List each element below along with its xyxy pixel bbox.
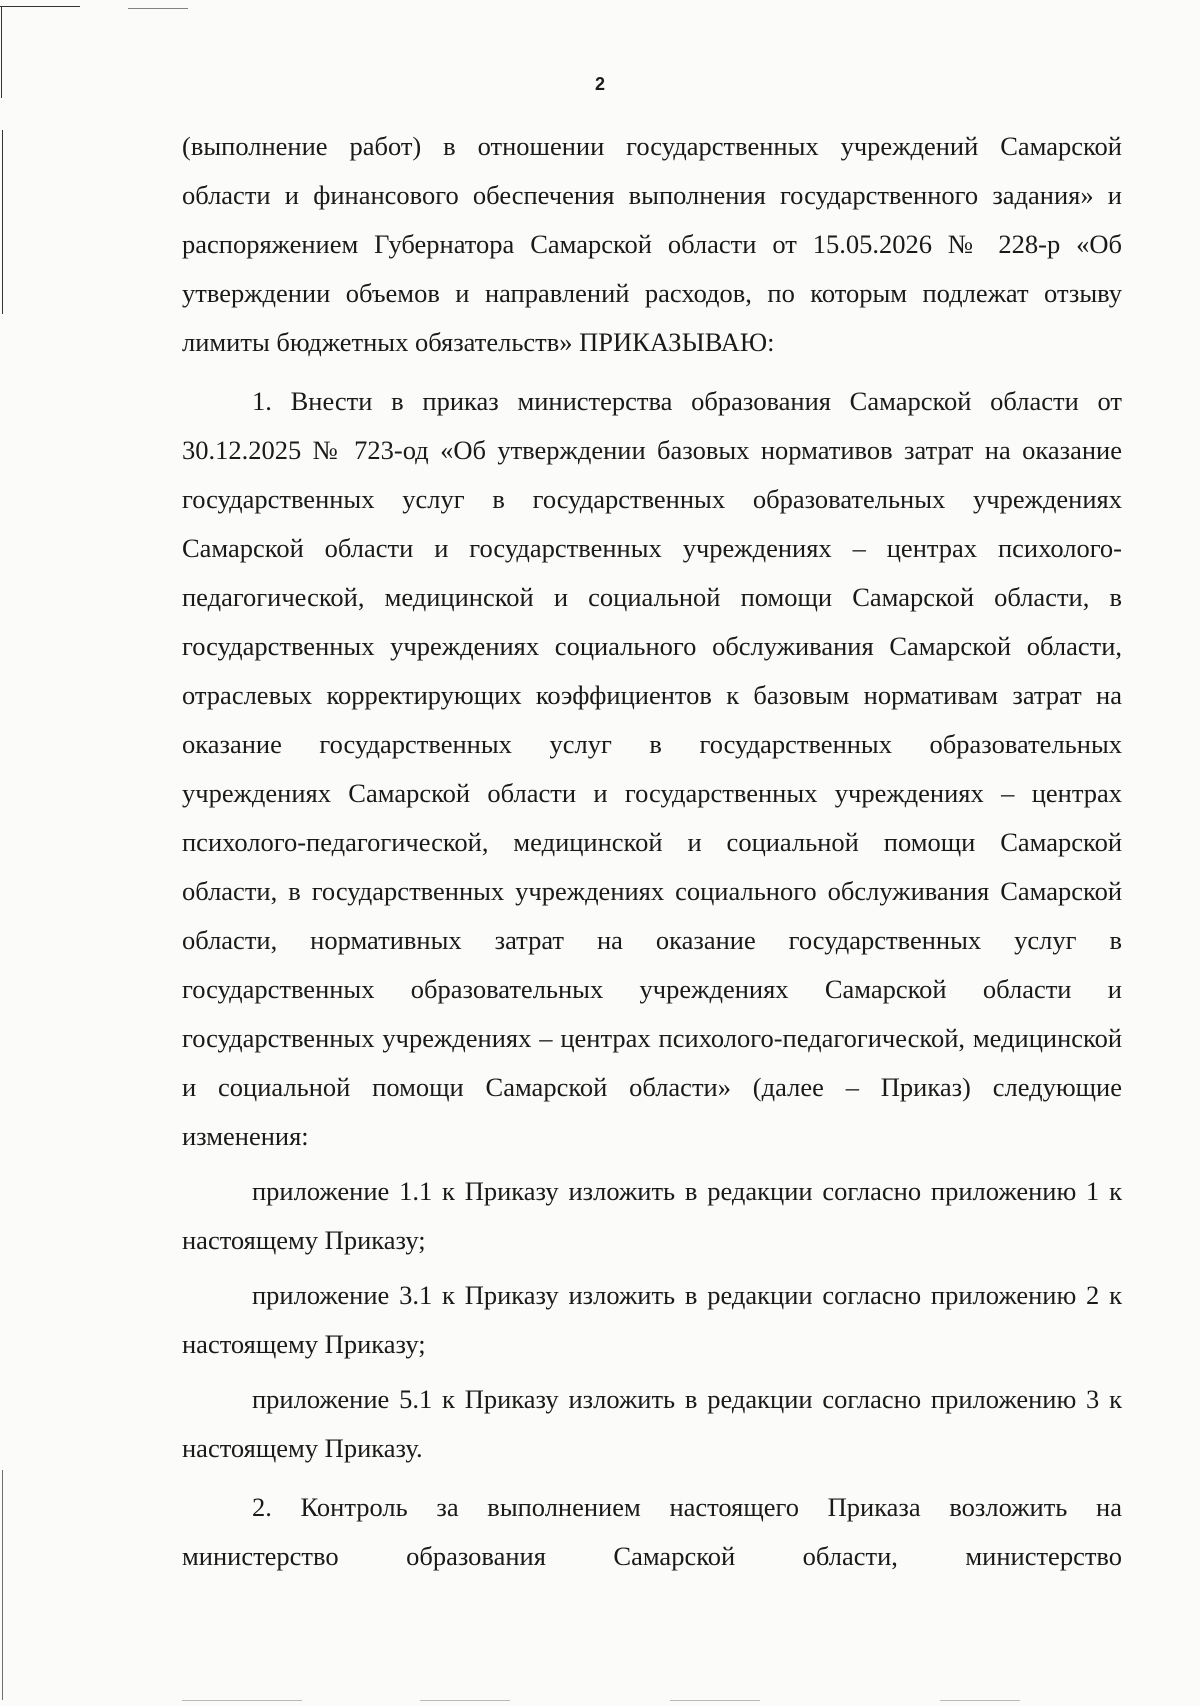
scan-border-left-2 xyxy=(2,130,3,314)
scan-noise xyxy=(670,1700,760,1701)
paragraph-annex-3-1: приложение 3.1 к Приказу изложить в редакции согласно приложению 2 к настоящему Приказу; xyxy=(182,1280,1122,1359)
paragraph-intro: (выполнение работ) в отношении государственных учреждений Самарской области и финансового обеспечения выполнения государственного задания» и распоряжением Губернатора Самарской области от 15.05.2026 № 228-р «Об утверждении объемов и направлений расходов, по которым подлежат отзыву лимиты бюджетных обязательств» ПРИКАЗЫВАЮ: xyxy=(182,131,1122,357)
document-body xyxy=(182,122,1122,1581)
scan-border-left-3 xyxy=(2,1470,3,1700)
scan-noise xyxy=(940,1700,1020,1701)
scan-noise xyxy=(182,1700,302,1701)
page-number: 2 xyxy=(594,74,605,94)
paragraph-item-1: 1. Внести в приказ министерства образования Самарской области от 30.12.2025 № 723-од «Об утверждении базовых нормативов затрат на оказание государственных услуг в государственных образовательных учреждениях Самарской области и государственных учреждениях – центрах психолого-педагогической, медицинской и социальной помощи Самарской области, в государственных учреждениях социального обслуживания Самарской области, отраслевых корректирующих коэффициентов к базовым нормативам затрат на оказание государственных услуг в государственных образовательных учреждениях Самарской области и государственных учреждениях – центрах психолого-педагогической, медицинской и социальной помощи Самарской области, в государственных учреждениях социального обслуживания Самарской области, нормативных затрат на оказание государственных услуг в государственных образовательных учреждениях Самарской области и государственных учреждениях – центрах психолого-педагогической, медицинской и социальной помощи Самарской области» (далее – Приказ) следующие изменения: xyxy=(182,386,1122,1151)
scan-noise xyxy=(420,1700,510,1701)
paragraph-annex-1-1: приложение 1.1 к Приказу изложить в редакции согласно приложению 1 к настоящему Приказу; xyxy=(182,1176,1122,1255)
paragraph-item-2: 2. Контроль за выполнением настоящего Приказа возложить на министерство образования Самарской области, министерство xyxy=(182,1492,1122,1571)
scan-border-top-2 xyxy=(128,8,188,9)
paragraph-annex-5-1: приложение 5.1 к Приказу изложить в редакции согласно приложению 3 к настоящему Приказу. xyxy=(182,1384,1122,1463)
scan-border-top xyxy=(0,6,80,7)
